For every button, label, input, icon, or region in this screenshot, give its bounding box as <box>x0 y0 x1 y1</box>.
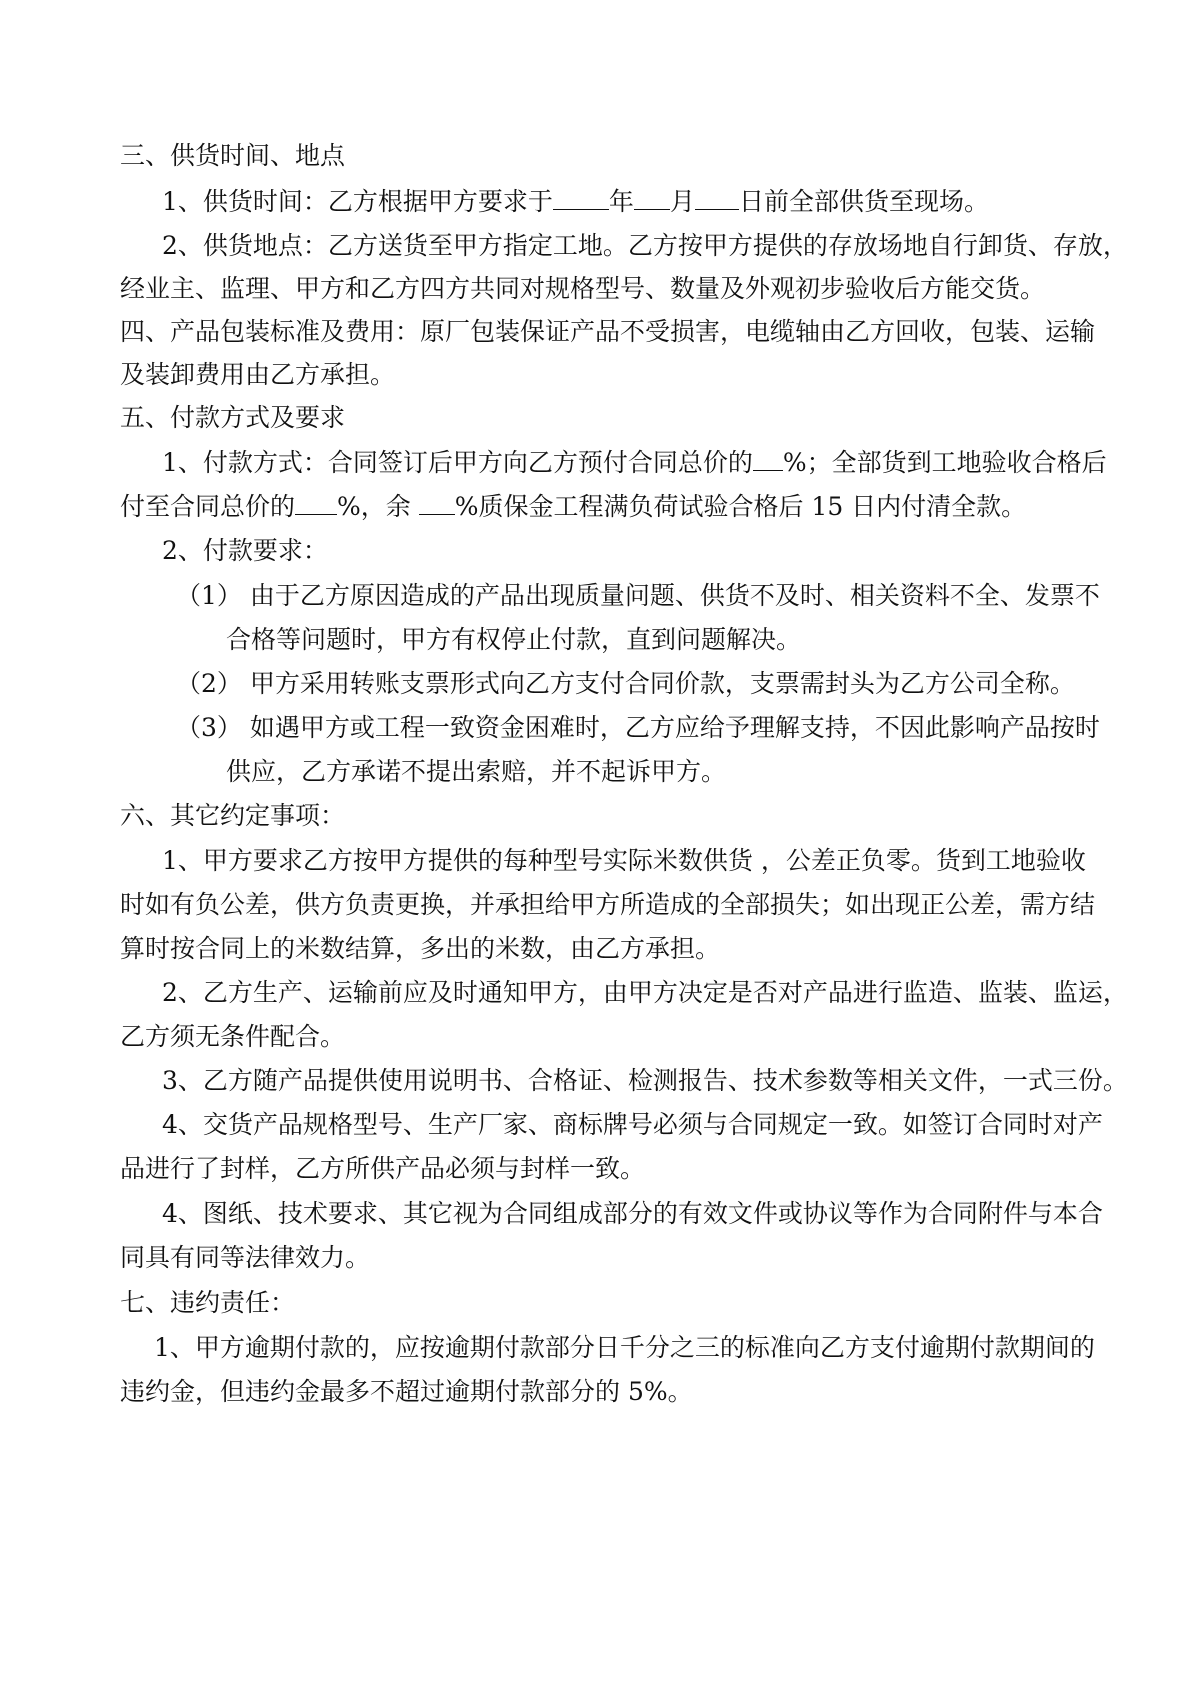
other-terms-line: 乙方须无条件配合。 <box>120 1022 346 1051</box>
section-heading: 七、违约责任： <box>120 1288 296 1317</box>
supply-place-line: 2、供货地点：乙方送货至甲方指定工地。乙方按甲方提供的存放场地自行卸货、存放， <box>162 231 1128 260</box>
other-terms-line: 品进行了封样，乙方所供产品必须与封样一致。 <box>120 1154 646 1183</box>
liability-line: 违约金，但违约金最多不超过逾期付款部分的 5%。 <box>120 1377 693 1406</box>
packaging-line: 四、产品包装标准及费用：原厂包装保证产品不受损害，电缆轴由乙方回收，包装、运输 <box>120 317 1096 346</box>
payment-req-item: （2） 甲方采用转账支票形式向乙方支付合同价款，支票需封头为乙方公司全称。 <box>176 669 1075 698</box>
clause-text: 年 <box>608 187 634 216</box>
year-blank <box>553 185 609 210</box>
section-heading: 三、供货时间、地点 <box>120 141 346 170</box>
percent-blank <box>419 490 455 515</box>
clause-text: %质保金工程满负荷试验合格后 15 日内付清全款。 <box>454 492 1027 521</box>
percent-blank <box>753 446 783 471</box>
other-terms-line: 3、乙方随产品提供使用说明书、合格证、检测报告、技术参数等相关文件，一式三份。 <box>162 1066 1128 1095</box>
supply-place-line: 经业主、监理、甲方和乙方四方共同对规格型号、数量及外观初步验收后方能交货。 <box>120 274 1046 303</box>
payment-req-heading: 2、付款要求： <box>162 536 328 565</box>
clause-text: 1、供货时间：乙方根据甲方要求于 <box>162 187 553 216</box>
liability-line: 1、甲方逾期付款的，应按逾期付款部分日千分之三的标准向乙方支付逾期付款期间的 <box>154 1333 1095 1362</box>
payment-method-line <box>120 490 1026 522</box>
packaging-line: 及装卸费用由乙方承担。 <box>120 360 396 389</box>
other-terms-line: 4、图纸、技术要求、其它视为合同组成部分的有效文件或协议等作为合同附件与本合 <box>162 1199 1103 1228</box>
other-terms-line: 1、甲方要求乙方按甲方提供的每种型号实际米数供货 ，公差正负零。货到工地验收 <box>162 846 1086 875</box>
month-blank <box>634 185 670 210</box>
clause-text: %；全部货到工地验收合格后 <box>782 448 1107 477</box>
day-blank <box>695 185 739 210</box>
clause-text: 日前全部供货至现场。 <box>738 187 989 216</box>
clause-text: 1、付款方式：合同签订后甲方向乙方预付合同总价的 <box>162 448 753 477</box>
payment-method-line <box>162 446 1107 478</box>
payment-req-item: （3） 如遇甲方或工程一致资金困难时，乙方应给予理解支持，不因此影响产品按时 <box>176 713 1100 742</box>
other-terms-line: 算时按合同上的米数结算，多出的米数，由乙方承担。 <box>120 934 721 963</box>
other-terms-line: 时如有负公差，供方负责更换，并承担给甲方所造成的全部损失；如出现正公差，需方结 <box>120 890 1096 919</box>
clause-text: 月 <box>669 187 695 216</box>
section-heading: 六、其它约定事项： <box>120 801 346 830</box>
clause-text: %，余 <box>337 492 419 521</box>
percent-blank <box>295 490 337 515</box>
payment-req-item: 供应，乙方承诺不提出索赔，并不起诉甲方。 <box>226 757 727 786</box>
payment-req-item: 合格等问题时，甲方有权停止付款，直到问题解决。 <box>226 625 802 654</box>
supply-time-clause <box>162 185 989 217</box>
payment-req-item: （1） 由于乙方原因造成的产品出现质量问题、供货不及时、相关资料不全、发票不 <box>176 581 1100 610</box>
other-terms-line: 4、交货产品规格型号、生产厂家、商标牌号必须与合同规定一致。如签订合同时对产 <box>162 1110 1103 1139</box>
section-heading: 五、付款方式及要求 <box>120 403 346 432</box>
clause-text: 付至合同总价的 <box>120 492 296 521</box>
other-terms-line: 同具有同等法律效力。 <box>120 1243 371 1272</box>
other-terms-line: 2、乙方生产、运输前应及时通知甲方，由甲方决定是否对产品进行监造、监装、监运， <box>162 978 1128 1007</box>
